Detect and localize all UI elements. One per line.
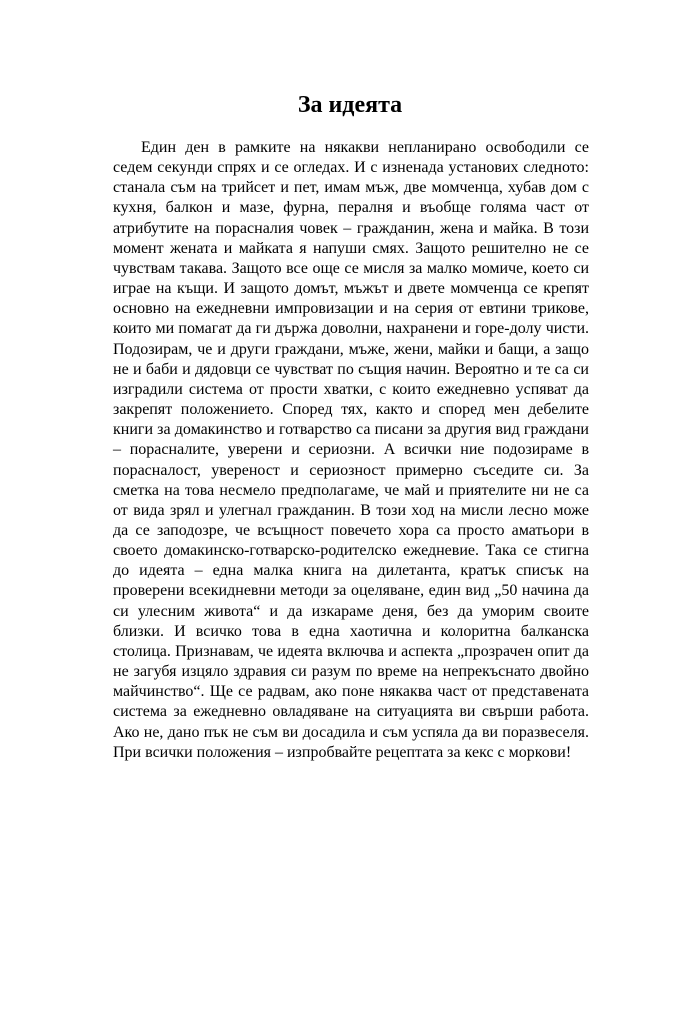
page-title: За идеята [297,92,403,118]
body-paragraph: Един ден в рамките на някакви непланирано освободили се седем секунди спрях и се огледах. И с изненада установих следното: станала съм на трийсет и пет, имам мъж, две момченца, хубав дом с кухня, балкон и мазе, фурна, пералня и въобще голяма част от атрибутите на порасналия човек – гражданин, жена и майка. В този момент жената и майката я напуши смях. Защото решително не се чувствам такава. Защото все още се мисля за малко момиче, което си играе на къщи. И защото домът, мъжът и двете момченца се крепят основно на ежедневни импровизации и на серия от евтини трикове, които ми помагат да ги държа доволни, нахранени и горе-долу чисти. Подозирам, че и други граждани, мъже, жени, майки и бащи, а защо не и баби и дядовци се чувстват по същия начин. Вероятно и те са си изградили система от прости хватки, с които ежедневно успяват да закрепят положението. Според тях, както и според мен дебелите книги за домакинство и готварство са писани за другия вид граждани – порасналите, уверени и сериозни. А всички ние подозираме в порасналост, увереност и сериозност примерно съседите си. За сметка на това несмело предполагаме, че май и приятелите ни не са от вида зрял и улегнал гражданин. В този ход на мисли лесно може да се заподозре, че всъщност повечето хора са просто аматьори в своето домакинско-готварско-родителско ежедневие. Така се стигна до идеята – една малка книга на дилетанта, кратък списък на проверени всекидневни методи за оцеляване, един вид „50 начина да си улесним живота“ и да изкараме деня, без да уморим своите близки. И всичко това в една хаотична и колоритна балканска столица. Признавам, че идеята включва и аспекта „прозрачен опит да не загубя изцяло здравия си разум по време на непрекъснато двойно майчинство“. Ще се радвам, ако поне някаква част от представената система за ежедневно овладяване на ситуацията ви свърши работа. Ако не, дано пък не съм ви досадила и съм успяла да ви поразвеселя. При всички положения – изпробвайте рецептата за кекс с моркови! [113,139,589,761]
